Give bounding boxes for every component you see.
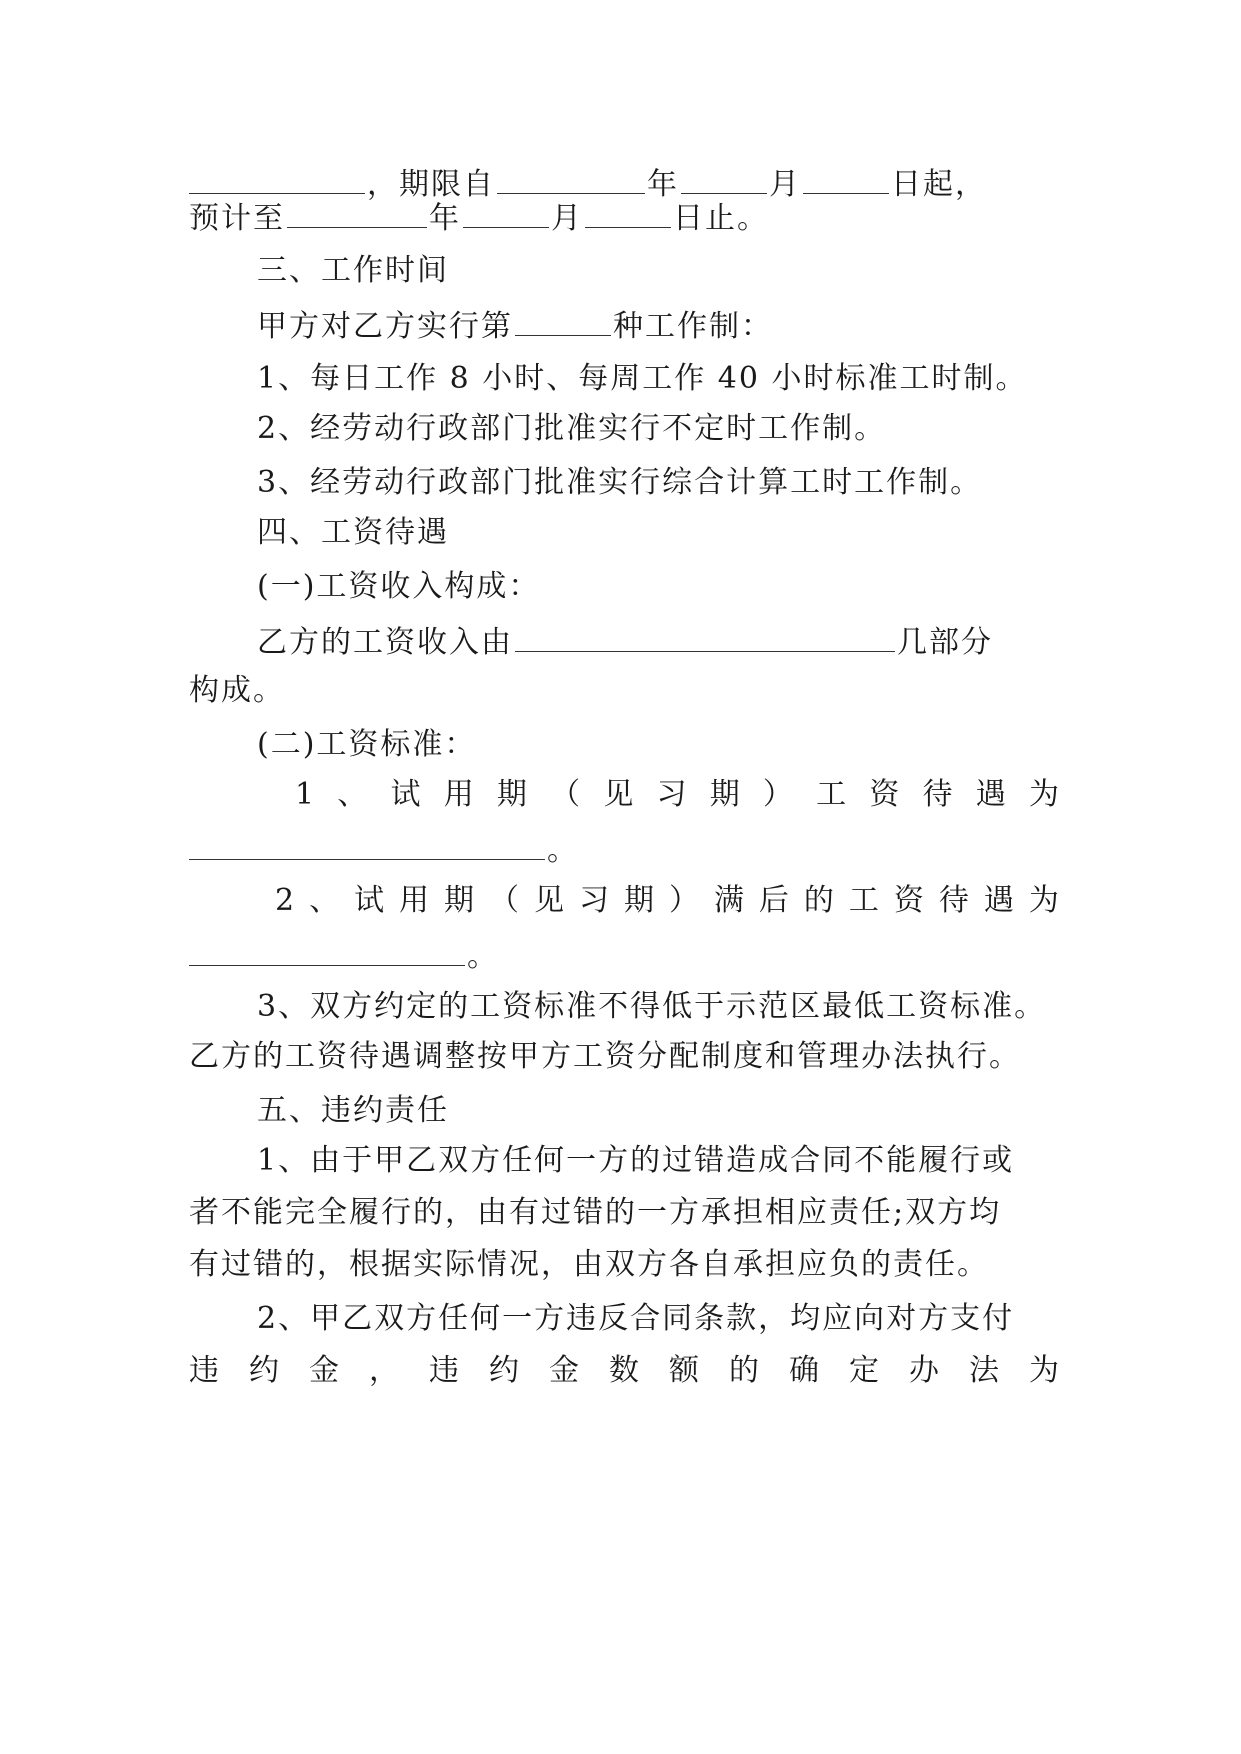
paragraph-line: 3、双方约定的工资标准不得低于示范区最低工资标准。: [257, 989, 1047, 1024]
justified-char: 金: [309, 1353, 339, 1388]
justified-char: 额: [669, 1353, 699, 1388]
blank-day: [585, 197, 671, 228]
justified-char: 遇: [975, 777, 1006, 812]
justified-char: 用: [443, 777, 474, 812]
penalty-line: [189, 1351, 1059, 1391]
blank-year: [497, 163, 645, 194]
justified-char: 试: [390, 777, 421, 812]
justified-char: 违: [189, 1353, 219, 1388]
probation-salary-line: [295, 775, 1059, 815]
paragraph-line: 1、由于甲乙双方任何一方的过错造成合同不能履行或: [257, 1143, 1015, 1178]
justified-char: 金: [549, 1353, 579, 1388]
justified-char: 期: [496, 777, 527, 812]
text-span: 日止。: [673, 201, 769, 236]
justified-char: 待: [922, 777, 953, 812]
justified-char: 资: [893, 883, 924, 918]
text-span: 种工作制：: [613, 309, 773, 344]
justified-char: 为: [1028, 883, 1059, 918]
justified-char: 用: [399, 883, 430, 918]
justified-char: 2: [275, 883, 295, 918]
justified-char: 确: [789, 1353, 819, 1388]
justified-char: （: [489, 883, 520, 918]
justified-char: 见: [603, 777, 634, 812]
justified-char: 满: [713, 883, 744, 918]
subsection-heading: (二)工资标准：: [257, 727, 477, 762]
justified-char: 后: [758, 883, 789, 918]
blank-day: [803, 163, 889, 194]
paragraph-line: 有过错的，根据实际情况，由双方各自承担应负的责任。: [189, 1247, 989, 1282]
justified-char: 违: [429, 1353, 459, 1388]
text-span: 年: [429, 201, 461, 236]
justified-char: 的: [803, 883, 834, 918]
blank-field: [515, 305, 611, 336]
blank-month: [681, 163, 767, 194]
justified-char: 期: [623, 883, 654, 918]
post-probation-salary-blank-line: [189, 935, 1059, 975]
justified-char: 定: [849, 1353, 879, 1388]
work-system-line: [257, 305, 1059, 345]
justified-char: 的: [729, 1353, 759, 1388]
text-span: 日起，: [891, 167, 987, 202]
justified-char: 约: [489, 1353, 519, 1388]
justified-char: ）: [668, 883, 699, 918]
justified-char: 见: [534, 883, 564, 918]
text-span: ，期限自: [367, 167, 495, 202]
subsection-heading: (一)工资收入构成：: [257, 569, 541, 604]
justified-char: ）: [762, 777, 793, 812]
justified-char: 资: [869, 777, 900, 812]
blank-month: [463, 197, 549, 228]
justified-char: 1: [295, 777, 315, 812]
work-system-item: 3、经劳动行政部门批准实行综合计算工时工作制。: [257, 465, 983, 500]
probation-salary-blank-line: [189, 829, 1059, 869]
justified-char: ，: [369, 1353, 399, 1388]
justified-char: 、: [337, 777, 368, 812]
post-probation-salary-line: [275, 881, 1059, 921]
section-heading: 四、工资待遇: [257, 515, 449, 550]
text-span: 。: [467, 939, 499, 974]
justified-char: 、: [309, 883, 340, 918]
text-span: 几部分: [897, 625, 993, 660]
term-end-line: [189, 197, 1059, 237]
work-system-item: 2、经劳动行政部门批准实行不定时工作制。: [257, 411, 887, 446]
blank-field: [515, 621, 895, 652]
justified-char: 办: [909, 1353, 939, 1388]
justified-char: 习: [656, 777, 687, 812]
justified-char: 为: [1028, 777, 1059, 812]
blank-field: [189, 935, 465, 966]
blank-field: [189, 829, 545, 860]
text-span: 。: [547, 833, 579, 868]
paragraph-line: 2、甲乙双方任何一方违反合同条款，均应向对方支付: [257, 1301, 1015, 1336]
text-span: 预计至: [189, 201, 285, 236]
justified-char: 约: [249, 1353, 279, 1388]
text-span: 年: [647, 167, 679, 202]
text-span: 月: [769, 167, 801, 202]
justified-char: 试: [354, 883, 385, 918]
justified-char: 期: [444, 883, 475, 918]
justified-char: 待: [938, 883, 969, 918]
paragraph-line: 构成。: [189, 673, 285, 708]
justified-char: 法: [969, 1353, 999, 1388]
justified-char: 工: [816, 777, 847, 812]
text-span: 乙方的工资收入由: [257, 625, 513, 660]
justified-char: 数: [609, 1353, 639, 1388]
text-span: 甲方对乙方实行第: [257, 309, 513, 344]
justified-char: （: [550, 777, 581, 812]
justified-char: 工: [848, 883, 879, 918]
section-heading: 三、工作时间: [257, 253, 449, 288]
justified-char: 期: [709, 777, 740, 812]
blank-year: [287, 197, 427, 228]
blank-field: [189, 163, 365, 194]
paragraph-line: 乙方的工资待遇调整按甲方工资分配制度和管理办法执行。: [189, 1039, 1021, 1074]
paragraph-line: 者不能完全履行的，由有过错的一方承担相应责任;双方均: [189, 1195, 1002, 1230]
justified-char: 习: [578, 883, 609, 918]
justified-char: 遇: [983, 883, 1014, 918]
salary-composition-line: [257, 621, 1059, 661]
text-span: 月: [551, 201, 583, 236]
section-heading: 五、违约责任: [257, 1093, 449, 1128]
justified-char: 为: [1029, 1353, 1059, 1388]
work-system-item: 1、每日工作 8 小时、每周工作 40 小时标准工时制。: [257, 361, 1028, 396]
